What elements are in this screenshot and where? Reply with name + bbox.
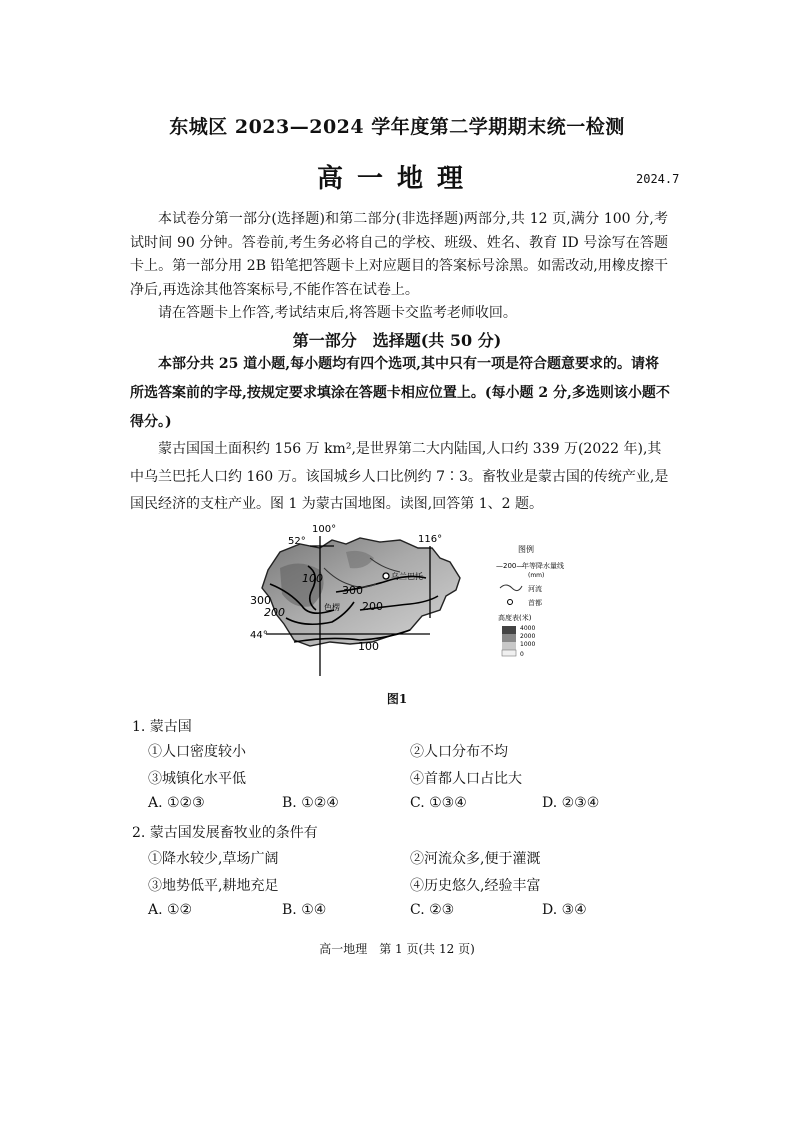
lat-label-44: 44° <box>250 630 268 641</box>
question-1-statement: ④首都人口占比大 <box>410 771 522 787</box>
lat-label-52: 52° <box>288 536 306 547</box>
question-2-choice-d: D. ③④ <box>542 902 587 918</box>
elevation-tick: 4000 <box>520 625 536 632</box>
question-stem: 蒙古国国土面积约 156 万 km²,是世界第二大内陆国,人口约 339 万(2022 年),其中乌兰巴托人口约 160 万。该国城乡人口比例约 7∶3。畜牧业是蒙古国的传统产业,是国民经济的支柱产业。图 1 为蒙古国地图。读图,回答第 1、2 题。 <box>130 441 669 512</box>
question-2-choice-b: B. ①④ <box>282 902 327 918</box>
legend-isohyet-value: —200— <box>496 562 524 570</box>
question-1-choice-b: B. ①②④ <box>282 795 339 811</box>
section-instructions: 本部分共 25 道小题,每小题均有四个选项,其中只有一项是符合题意要求的。请将所选答案前的字母,按规定要求填涂在答题卡相应位置上。(每小题 2 分,多选则该小题不得分。) <box>130 356 670 430</box>
legend-elevation-title: 高度表(米) <box>498 614 532 622</box>
exam-title: 东城区 2023—2024 学年度第二学期期末统一检测 <box>169 116 625 138</box>
isohyet-label: 100 <box>302 572 323 585</box>
map-legend <box>492 542 567 672</box>
isohyet-label: 200 <box>264 606 285 619</box>
legend-river-label: 河流 <box>528 585 542 593</box>
elevation-swatch <box>502 642 516 650</box>
lake-label: 色楞 <box>324 603 340 612</box>
capital-label: 乌兰巴托 <box>391 572 423 581</box>
question-2-statement: ①降水较少,草场广阔 <box>148 851 279 867</box>
legend-title: 图例 <box>518 545 534 554</box>
question-2-statement: ③地势低平,耕地充足 <box>148 878 279 894</box>
question-1-choice-a: A. ①②③ <box>148 795 205 811</box>
exam-notice <box>130 208 668 326</box>
question-2-statement: ④历史悠久,经验丰富 <box>410 878 541 894</box>
elevation-tick: 0 <box>520 651 524 658</box>
legend-river-symbol <box>500 585 522 591</box>
question-1-choice-c: C. ①③④ <box>410 795 467 811</box>
legend-isohyet-label: 年等降水量线 <box>522 562 564 570</box>
question-1-statement: ②人口分布不均 <box>410 744 508 760</box>
elevation-swatch <box>502 634 516 642</box>
legend-isohyet-unit: (mm) <box>528 572 545 579</box>
isohyet-label: 100 <box>358 640 379 653</box>
lon-label-116: 116° <box>418 534 443 545</box>
isohyet-label: 300 <box>250 594 271 607</box>
section-heading: 第一部分 选择题(共 50 分) <box>292 331 502 350</box>
question-2-stem: 2. 蒙古国发展畜牧业的条件有 <box>132 825 318 841</box>
legend-capital-label: 首都 <box>528 599 542 607</box>
elevation-tick: 2000 <box>520 633 536 640</box>
notice-paragraph-1: 本试卷分第一部分(选择题)和第二部分(非选择题)两部分,共 12 页,满分 100 分,考试时间 90 分钟。答卷前,考生务必将自己的学校、班级、姓名、教育 ID 号涂写在答题卡上。第一部分用 2B 铅笔把答题卡上对应题目的答案标号涂黑。如需改动,用橡皮擦干净后,再选涂其他答案标号,不能作答在试卷上。 <box>130 211 668 298</box>
question-2-statement: ②河流众多,便于灌溉 <box>410 851 541 867</box>
question-1-statement: ③城镇化水平低 <box>148 771 246 787</box>
isohyet-label: 300 <box>342 584 363 597</box>
lon-label-100: 100° <box>312 524 337 535</box>
legend-capital-symbol <box>508 600 513 605</box>
question-2-choice-a: A. ①② <box>148 902 193 918</box>
exam-date: 2024.7 <box>636 172 680 186</box>
elevation-tick: 1000 <box>520 641 536 648</box>
question-2-choice-c: C. ②③ <box>410 902 455 918</box>
figure-caption: 图1 <box>386 692 408 706</box>
question-1-stem: 1. 蒙古国 <box>132 719 192 735</box>
question-1-statement: ①人口密度较小 <box>148 744 246 760</box>
question-1-choice-d: D. ②③④ <box>542 795 600 811</box>
isohyet-label: 200 <box>362 600 383 613</box>
capital-marker <box>383 573 389 579</box>
page-footer: 高一地理 第 1 页(共 12 页) <box>319 942 475 956</box>
elevation-swatch <box>502 626 516 634</box>
elevation-swatch <box>502 650 516 656</box>
notice-paragraph-2: 请在答题卡上作答,考试结束后,将答题卡交监考老师收回。 <box>158 305 517 321</box>
subject-title: 高一地理 <box>316 164 477 194</box>
